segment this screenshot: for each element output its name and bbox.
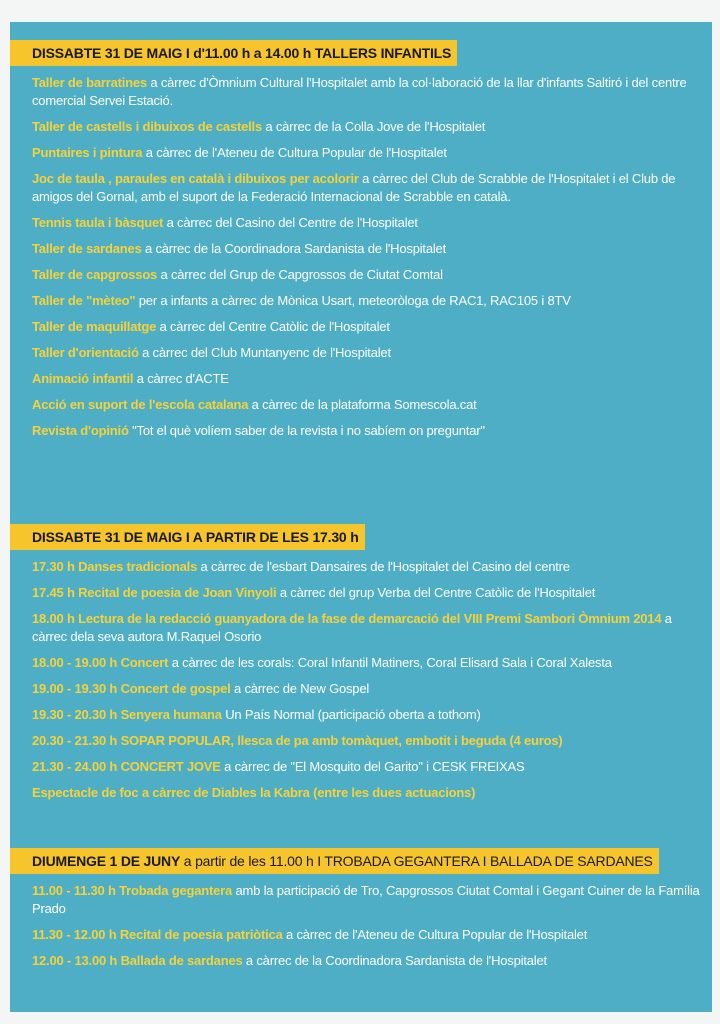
event-title: 11.30 - 12.00 h Recital de poesia patriòtica (32, 927, 283, 942)
event-title: Animació infantil (32, 371, 134, 386)
list-item (32, 680, 704, 698)
event-list (10, 74, 712, 440)
event-title: 20.30 - 21.30 h SOPAR POPULAR, llesca de pa amb tomàquet, embotit i beguda (4 euros) (32, 733, 563, 748)
event-title: Taller de capgrossos (32, 267, 158, 282)
header-text: DISSABTE 31 DE MAIG I A PARTIR DE LES 17.30 h (32, 529, 359, 545)
event-detail: a càrrec del grup Verba del Centre Catòlic de l'Hospitalet (276, 585, 596, 600)
list-item (32, 926, 704, 944)
section-header (10, 40, 457, 66)
event-title: Taller d'orientació (32, 345, 139, 360)
event-title: Espectacle de foc a càrrec de Diables la Kabra (entre les dues actuacions) (32, 785, 476, 800)
event-detail: a càrrec dela seva autora M.Raquel Osorio (32, 611, 672, 644)
list-item (32, 266, 704, 284)
event-detail: a càrrec del Grup de Capgrossos de Ciutat Comtal (157, 267, 443, 282)
event-detail: Un País Normal (participació oberta a tothom) (221, 707, 481, 722)
event-detail: a càrrec del Centre Catòlic de l'Hospitalet (156, 319, 390, 334)
list-item (32, 952, 704, 970)
event-detail: a càrrec del Casino del Centre de l'Hospitalet (163, 215, 418, 230)
event-detail: a càrrec de l'Ateneu de Cultura Popular de l'Hospitalet (282, 927, 588, 942)
list-item (32, 214, 704, 232)
event-title: 12.00 - 13.00 h Ballada de sardanes (32, 953, 243, 968)
header-text: DIUMENGE 1 DE JUNY (32, 853, 181, 869)
event-title: 21.30 - 24.00 h CONCERT JOVE (32, 759, 221, 774)
event-title: Joc de taula , paraules en català i dibuixos per acolorir (32, 171, 359, 186)
event-detail: a càrrec del Club Muntanyenc de l'Hospitalet (138, 345, 391, 360)
event-title: Taller de barratines (32, 75, 147, 90)
event-title: Revista d'opinió (32, 423, 129, 438)
list-item (32, 318, 704, 336)
event-title: Tennis taula i bàsquet (32, 215, 164, 230)
list-item (32, 292, 704, 310)
event-title: Puntaires i pintura (32, 145, 143, 160)
event-detail: "Tot el què volíem saber de la revista i no sabíem on preguntar" (128, 423, 485, 438)
event-title: 17.45 h Recital de poesia de Joan Vinyoli (32, 585, 277, 600)
section-header (10, 524, 365, 550)
list-item (32, 370, 704, 388)
event-list (10, 558, 712, 802)
event-detail: a càrrec de la plataforma Somescola.cat (248, 397, 477, 412)
event-title: 17.30 h Danses tradicionals (32, 559, 198, 574)
section-tallers-infantils (10, 40, 712, 440)
list-item (32, 732, 704, 750)
event-detail: a càrrec de "El Mosquito del Garito" i CESK FREIXAS (220, 759, 525, 774)
event-title: Taller de maquillatge (32, 319, 157, 334)
list-item (32, 144, 704, 162)
list-item (32, 654, 704, 672)
section-tarda (10, 524, 712, 802)
event-title: Taller de "mèteo" (32, 293, 136, 308)
section-diumenge (10, 848, 712, 970)
list-item (32, 706, 704, 724)
list-item (32, 240, 704, 258)
event-detail: a càrrec del Club de Scrabble de l'Hospitalet i el Club de amigos del Gornal, amb el suport de la Federació Internacional de Scrabble en català. (32, 171, 676, 204)
event-title: 18.00 - 19.00 h Concert (32, 655, 169, 670)
section-header (10, 848, 659, 874)
event-detail: a càrrec de l'Ateneu de Cultura Popular de l'Hospitalet (142, 145, 447, 160)
header-subtext: a partir de les 11.00 h I TROBADA GEGANTERA I BALLADA DE SARDANES (180, 853, 653, 869)
list-item (32, 344, 704, 362)
list-item (32, 422, 704, 440)
event-detail: amb la participació de Tro, Capgrossos Ciutat Comtal i Gegant Cuiner de la Família Prado (32, 883, 700, 916)
list-item (32, 882, 704, 918)
event-detail: a càrrec de la Coordinadora Sardanista de l'Hospitalet (242, 953, 547, 968)
event-detail: a càrrec de les corals: Coral Infantil Matiners, Coral Elisard Sala i Coral Xalesta (168, 655, 612, 670)
header-text: DISSABTE 31 DE MAIG I d'11.00 h a 14.00 h TALLERS INFANTILS (32, 45, 452, 61)
event-detail: per a infants a càrrec de Mònica Usart, meteoròloga de RAC1, RAC105 i 8TV (135, 293, 571, 308)
list-item (32, 396, 704, 414)
list-item (32, 118, 704, 136)
event-detail: a càrrec de la Coordinadora Sardanista de l'Hospitalet (141, 241, 446, 256)
event-list (10, 882, 712, 970)
event-detail: a càrrec de New Gospel (230, 681, 370, 696)
event-title: Acció en suport de l'escola catalana (32, 397, 249, 412)
event-detail: a càrrec d'Òmnium Cultural l'Hospitalet amb la col·laboració de la llar d'infants Saltiró i del centre comercial Servei Estació. (32, 75, 687, 108)
event-title: 18.00 h Lectura de la redacció guanyadora de la fase de demarcació del VIII Premi Sambori Òmnium 2014 (32, 611, 662, 626)
list-item (32, 784, 704, 802)
list-item (32, 584, 704, 602)
list-item (32, 170, 704, 206)
program-page (10, 22, 712, 1012)
list-item (32, 610, 704, 646)
event-title: Taller de castells i dibuixos de castells (32, 119, 262, 134)
event-title: Taller de sardanes (32, 241, 142, 256)
event-title: 19.00 - 19.30 h Concert de gospel (32, 681, 231, 696)
event-detail: a càrrec de la Colla Jove de l'Hospitalet (262, 119, 486, 134)
list-item (32, 74, 704, 110)
event-title: 11.00 - 11.30 h Trobada gegantera (32, 883, 233, 898)
event-detail: a càrrec d'ACTE (133, 371, 229, 386)
list-item (32, 558, 704, 576)
list-item (32, 758, 704, 776)
event-detail: a càrrec de l'esbart Dansaires de l'Hospitalet del Casino del centre (197, 559, 570, 574)
event-title: 19.30 - 20.30 h Senyera humana (32, 707, 222, 722)
